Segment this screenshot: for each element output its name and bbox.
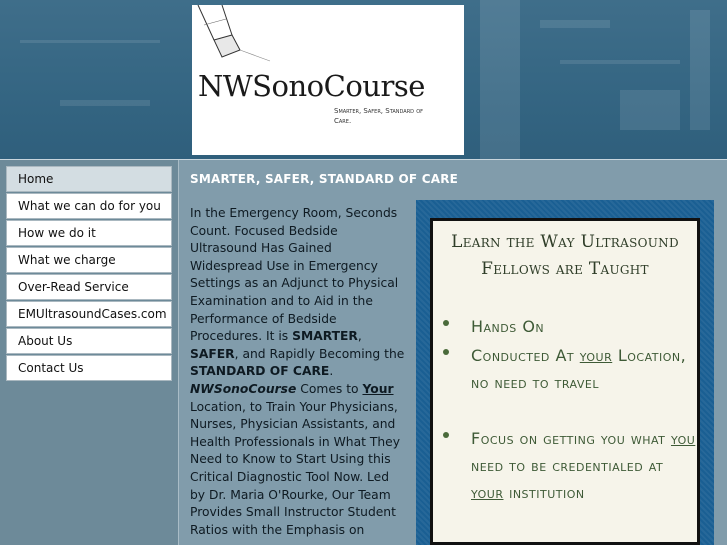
promo-bullet-text: Focus on getting you what you need to be credentialed at your institution	[471, 429, 696, 502]
brand-name-text: NWSonoCourse	[190, 381, 297, 396]
logo-tagline: Smarter, Safer, Standard of Care.	[334, 107, 424, 125]
sidebar-nav	[6, 166, 172, 382]
intro-text: ,	[357, 329, 362, 344]
intro-text: , and Rapidly Becoming the	[234, 346, 405, 361]
your-text: Your	[362, 381, 394, 396]
intro-text: Comes to	[296, 381, 363, 396]
nav-item-what-we-charge[interactable]: What we charge	[6, 247, 172, 273]
intro-text: .	[329, 364, 334, 379]
bullet-icon	[443, 320, 449, 326]
promo-bullet-text: Conducted At your Location, no need to travel	[471, 346, 687, 392]
promo-image	[430, 218, 700, 545]
ultrasound-probe-icon	[192, 5, 272, 65]
page-title: SMARTER, SAFER, STANDARD OF CARE	[190, 172, 459, 186]
intro-text: Location, to Train Your Physicians, Nurses, Physician Assistants, and Health Professionals in What They Need to Know to Start Using this Critical Diagnostic Tool Now. Led by Dr. Maria O'Rourke, Our Team Provides Small Instructor Student Ratios with the Emphasis on	[190, 399, 400, 537]
nav-item-home[interactable]: Home	[6, 166, 172, 192]
nav-item-how-we-do-it[interactable]: How we do it	[6, 220, 172, 246]
nav-item-over-read-service[interactable]: Over-Read Service	[6, 274, 172, 300]
nav-item-emultrasoundcases[interactable]: EMUltrasoundCases.com	[6, 301, 172, 327]
bullet-icon	[443, 432, 449, 438]
intro-text: In the Emergency Room, Seconds Count. Focused Bedside Ultrasound Has Gained Widespread Use in Emergency Settings as an Adjunct to Physical Examination and to Aid in the Performance of Bedside Procedures. It is	[190, 206, 399, 344]
logo[interactable]	[192, 5, 464, 155]
nav-item-contact-us[interactable]: Contact Us	[6, 355, 172, 381]
promo-bullet-text: Hands On	[471, 317, 545, 336]
nav-item-what-we-can-do[interactable]: What we can do for you	[6, 193, 172, 219]
smarter-text: SMARTER	[292, 329, 358, 344]
nav-item-about-us[interactable]: About Us	[6, 328, 172, 354]
logo-title: NWSonoCourse	[198, 69, 425, 103]
bullet-icon	[443, 349, 449, 355]
intro-paragraph	[190, 205, 405, 539]
header-banner	[0, 0, 727, 159]
safer-text: SAFER	[190, 346, 235, 361]
standard-of-care-text: STANDARD OF CARE	[190, 364, 330, 379]
promo-heading: Learn the Way Ultrasound Fellows are Taught	[451, 232, 679, 279]
